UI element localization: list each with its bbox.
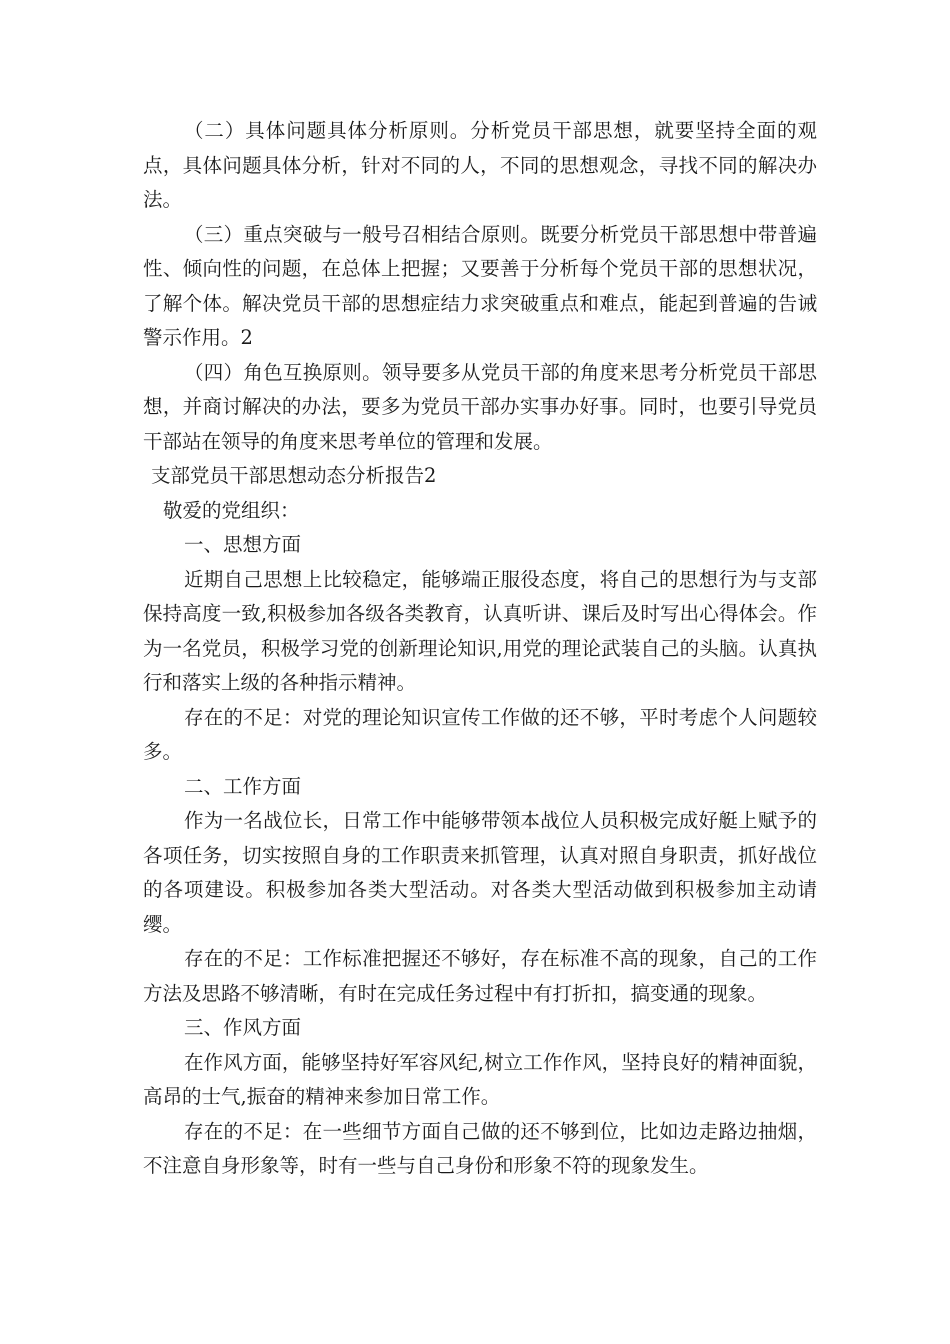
body-paragraph: （三）重点突破与一般号召相结合原则。既要分析党员干部思想中带普遍性、倾向性的问题，在总体上把握；又要善于分析每个党员干部的思想状况，了解个体。解决党员干部的思想症结力求突破重点和难点，能起到普遍的告诫警示作用。2: [143, 222, 817, 349]
body-paragraph: 在作风方面，能够坚持好军容风纪,树立工作作风，坚持良好的精神面貌，高昂的士气,振奋的精神来参加日常工作。: [143, 1050, 817, 1108]
body-paragraph: 存在的不足：在一些细节方面自己做的还不够到位，比如边走路边抽烟，不注意自身形象等，时有一些与自己身份和形象不符的现象发生。: [143, 1119, 817, 1177]
section-heading: 二、工作方面: [183, 774, 301, 798]
document-body: [143, 114, 817, 1184]
body-paragraph: 作为一名战位长，日常工作中能够带领本战位人员积极完成好艇上赋予的各项任务，切实按照自身的工作职责来抓管理，认真对照自身职责，抓好战位的各项建设。积极参加各类大型活动。对各类大型活动做到积极参加主动请缨。: [143, 809, 817, 936]
section-heading: 一、思想方面: [183, 533, 301, 556]
salutation: 敬爱的党组织：: [163, 498, 300, 522]
body-paragraph: 近期自己思想上比较稳定，能够端正服役态度，将自己的思想行为与支部保持高度一致,积极参加各级各类教育，认真听讲、课后及时写出心得体会。作为一名党员，积极学习党的创新理论知识,用党的理论武装自己的头脑。认真执行和落实上级的各种指示精神。: [143, 567, 817, 694]
document-title: 支部党员干部思想动态分析报告2: [151, 464, 437, 487]
section-heading: 三、作风方面: [183, 1016, 301, 1039]
body-paragraph: 存在的不足：对党的理论知识宣传工作做的还不够，平时考虑个人问题较多。: [143, 705, 817, 763]
body-paragraph: （二）具体问题具体分析原则。分析党员干部思想，就要坚持全面的观点，具体问题具体分析，针对不同的人，不同的思想观念，寻找不同的解决办法。: [143, 119, 817, 211]
body-paragraph: （四）角色互换原则。领导要多从党员干部的角度来思考分析党员干部思想，并商讨解决的办法，要多为党员干部办实事办好事。同时，也要引导党员干部站在领导的角度来思考单位的管理和发展。: [143, 360, 817, 453]
body-paragraph: 存在的不足：工作标准把握还不够好，存在标准不高的现象，自己的工作方法及思路不够清晰，有时在完成任务过程中有打折扣，搞变通的现象。: [143, 947, 817, 1005]
